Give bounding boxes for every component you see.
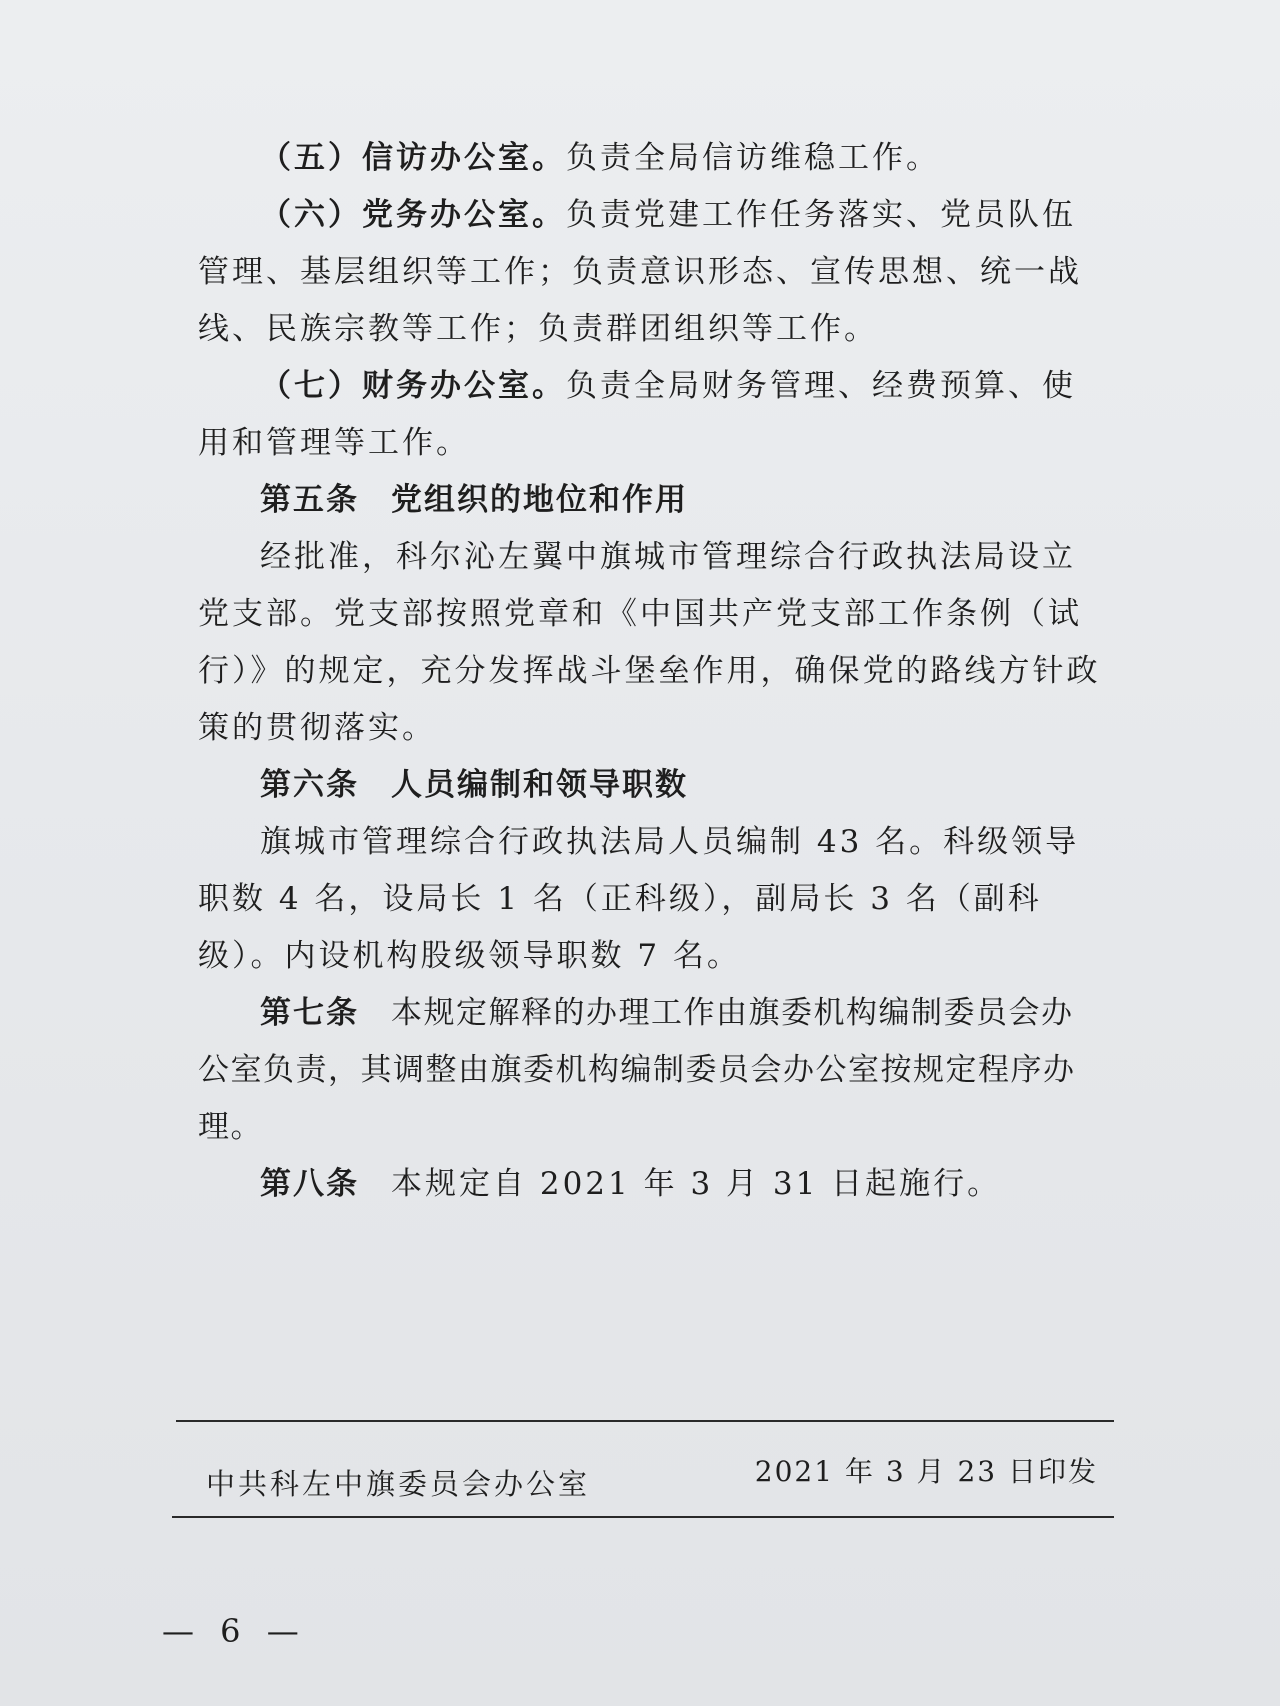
- page-number: — 6 —: [162, 1612, 307, 1650]
- footer-bottom-rule: [172, 1516, 1114, 1518]
- issued-date: 2021 年 3 月 23 日印发: [754, 1455, 1098, 1488]
- paragraph-text: 负责全局财务管理、经费预算、使用和管理等工作。: [198, 368, 1076, 461]
- paragraph-party-affairs-office: [198, 187, 1103, 358]
- document-body: [198, 130, 1103, 1213]
- article-5-text: 经批准，科尔沁左翼中旗城市管理综合行政执法局设立党支部。党支部按照党章和《中国共产党支部工作条例（试行）》的规定，充分发挥战斗堡垒作用，确保党的路线方针政策的贯彻落实。: [198, 539, 1101, 746]
- footer-top-rule: [176, 1420, 1114, 1422]
- article-title: 人员编制和领导职数: [391, 767, 688, 803]
- issuing-office: 中共科左中旗委员会办公室: [206, 1467, 591, 1501]
- article-5-heading: [198, 472, 1103, 529]
- paragraph-finance-office: [198, 358, 1103, 472]
- paragraph-petition-office: [198, 130, 1103, 187]
- article-label: 第五条: [260, 482, 359, 518]
- paragraph-text: 负责全局信访维稳工作。: [566, 140, 940, 176]
- article-label: 第七条: [260, 995, 359, 1031]
- paragraph-text: 负责党建工作任务落实、党员队伍管理、基层组织等工作；负责意识形态、宣传思想、统一战线、民族宗教等工作；负责群团组织等工作。: [198, 197, 1082, 347]
- article-6-heading: [198, 757, 1103, 814]
- paragraph-lead: （七）财务办公室。: [260, 368, 566, 404]
- article-7: [198, 985, 1103, 1156]
- article-text: 本规定自 2021 年 3 月 31 日起施行。: [391, 1166, 1002, 1202]
- article-8: [198, 1156, 1103, 1213]
- article-6-text: 旗城市管理综合行政执法局人员编制 43 名。科级领导职数 4 名，设局长 1 名（正科级），副局长 3 名（副科级）。内设机构股级领导职数 7 名。: [198, 824, 1080, 974]
- paragraph-lead: （五）信访办公室。: [260, 140, 566, 176]
- article-label: 第八条: [260, 1166, 359, 1202]
- article-text: 本规定解释的办理工作由旗委机构编制委员会办公室负责，其调整由旗委机构编制委员会办公室按规定程序办理。: [198, 995, 1076, 1145]
- article-label: 第六条: [260, 767, 359, 803]
- issuance-footer: [172, 1420, 1112, 1520]
- paragraph-lead: （六）党务办公室。: [260, 197, 566, 233]
- article-title: 党组织的地位和作用: [391, 482, 688, 518]
